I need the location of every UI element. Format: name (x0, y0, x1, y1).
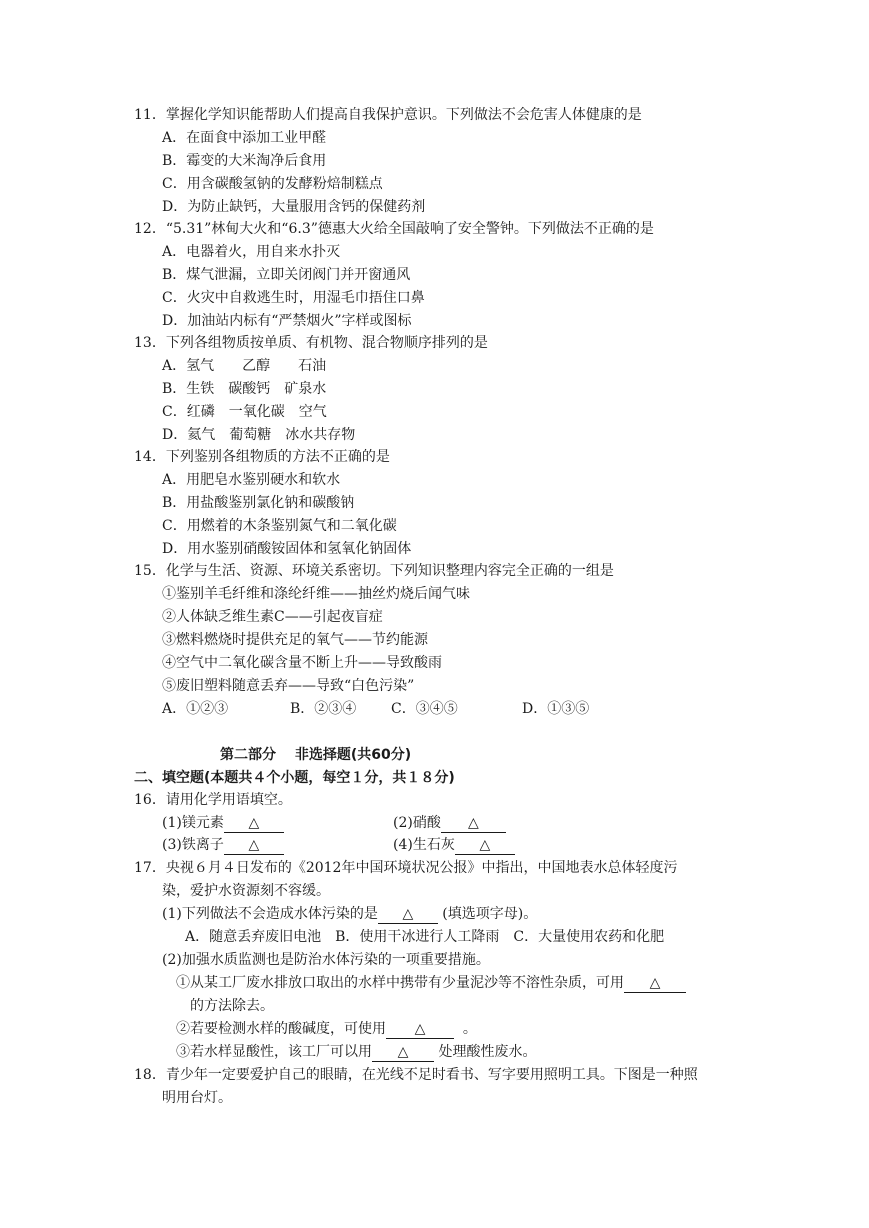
q14-option-b: B．用盐酸鉴别氯化钠和碳酸钠 (162, 495, 355, 511)
q16-blank-1 (162, 813, 284, 835)
answer-blank[interactable]: △ (386, 1021, 454, 1039)
q17-sub2 (176, 1019, 477, 1041)
q11-option-b: B．霉变的大米淘净后食用 (162, 153, 327, 169)
q13-option-c: C．红磷 一氧化碳 空气 (162, 404, 327, 420)
q17-sub2-end: 。 (462, 1021, 477, 1037)
answer-blank[interactable]: △ (441, 815, 506, 833)
q12-option-b: B．煤气泄漏，立即关闭阀门并开窗通风 (162, 267, 411, 283)
q18-stem-line1: 18．青少年一定要爱护自己的眼睛，在光线不足时看书、写字要用照明工具。下图是一种照 (134, 1067, 698, 1083)
q15-option-b: B．②③④ (290, 701, 357, 717)
q17-sub1-cont: 的方法除去。 (190, 998, 274, 1014)
q12-option-a: A．电器着火，用自来水扑灭 (162, 244, 341, 260)
q15-item: ③燃料燃烧时提供充足的氧气——节约能源 (162, 632, 428, 648)
q16-stem: 16．请用化学用语填空。 (134, 792, 292, 808)
q15-item: ①鉴别羊毛纤维和涤纶纤维——抽丝灼烧后闻气味 (162, 586, 470, 602)
q13-option-b: B．生铁 碳酸钙 矿泉水 (162, 381, 327, 397)
q15-item: ⑤废旧塑料随意丢弃——导致“白色污染” (162, 678, 415, 694)
q17-sub3 (176, 1042, 536, 1064)
q17-stem-line2: 染，爱护水资源刻不容缓。 (162, 883, 330, 899)
q17-stem-line1: 17．央视６月４日发布的《2012年中国环境状况公报》中指出，中国地表水总体轻度污 (134, 860, 678, 876)
q11-option-a: A．在面食中添加工业甲醛 (162, 130, 327, 146)
q15-item: ④空气中二氧化碳含量不断上升——导致酸雨 (162, 655, 442, 671)
q13-stem: 13．下列各组物质按单质、有机物、混合物顺序排列的是 (134, 335, 488, 351)
q13-option-d: D．氦气 葡萄糖 冰水共存物 (162, 427, 356, 443)
answer-blank[interactable]: △ (372, 1044, 434, 1062)
part2-title: 第二部分 非选择题(共60分) (220, 747, 412, 763)
q17-part1-hint: (填选项字母)。 (442, 906, 538, 922)
q17-sub3-text: ③若水样显酸性，该工厂可以用 (176, 1044, 372, 1060)
section2-title: 二、填空题(本题共４个小题，每空１分，共１８分) (134, 770, 455, 786)
q15-option-d: D．①③⑤ (522, 701, 590, 717)
q17-part2: (2)加强水质监测也是防治水体污染的一项重要措施。 (162, 952, 490, 968)
q12-stem: 12．“5.31”林甸大火和“6.3”德惠大火给全国敲响了安全警钟。下列做法不正确的是 (134, 221, 654, 237)
q14-stem: 14．下列鉴别各组物质的方法不正确的是 (134, 449, 390, 465)
q16-label-3: (3)铁离子 (162, 837, 224, 853)
q15-option-a: A．①②③ (162, 701, 229, 717)
q17-sub1-text: ①从某工厂废水排放口取出的水样中携带有少量泥沙等不溶性杂质，可用 (176, 975, 624, 991)
q16-label-4: (4)生石灰 (393, 837, 455, 853)
q18-stem-line2: 明用台灯。 (162, 1090, 232, 1106)
q16-label-2: (2)硝酸 (393, 815, 441, 831)
q17-sub1 (176, 973, 686, 995)
q16-blank-3 (162, 835, 284, 857)
answer-blank[interactable]: △ (224, 837, 284, 855)
q15-stem: 15．化学与生活、资源、环境关系密切。下列知识整理内容完全正确的一组是 (134, 563, 614, 579)
q15-item: ②人体缺乏维生素C——引起夜盲症 (162, 609, 383, 625)
q13-option-a: A．氢气 乙醇 石油 (162, 358, 327, 374)
q14-option-d: D．用水鉴别硝酸铵固体和氢氧化钠固体 (162, 541, 412, 557)
q12-option-c: C．火灾中自救逃生时，用湿毛巾捂住口鼻 (162, 290, 425, 306)
q16-label-1: (1)镁元素 (162, 815, 224, 831)
q11-stem: 11．掌握化学知识能帮助人们提高自我保护意识。下列做法不会危害人体健康的是 (134, 107, 642, 123)
q16-blank-4 (393, 835, 515, 857)
q17-part1-text: (1)下列做法不会造成水体污染的是 (162, 906, 378, 922)
answer-blank[interactable]: △ (378, 906, 438, 924)
q14-option-a: A．用肥皂水鉴别硬水和软水 (162, 472, 341, 488)
q17-sub3-end: 处理酸性废水。 (438, 1044, 537, 1060)
answer-blank[interactable]: △ (624, 975, 686, 993)
q14-option-c: C．用燃着的木条鉴别氮气和二氧化碳 (162, 518, 397, 534)
q11-option-d: D．为防止缺钙，大量服用含钙的保健药剂 (162, 199, 426, 215)
q17-part1-options: A．随意丢弃废旧电池 B．使用干冰进行人工降雨 C．大量使用农药和化肥 (185, 929, 665, 945)
q16-blank-2 (393, 813, 506, 835)
q17-part1 (162, 904, 537, 926)
q17-sub2-text: ②若要检测水样的酸碱度，可使用 (176, 1021, 386, 1037)
q15-option-c: C．③④⑤ (391, 701, 458, 717)
answer-blank[interactable]: △ (455, 837, 515, 855)
q12-option-d: D．加油站内标有“严禁烟火”字样或图标 (162, 313, 412, 329)
answer-blank[interactable]: △ (224, 815, 284, 833)
q11-option-c: C．用含碳酸氢钠的发酵粉焙制糕点 (162, 176, 383, 192)
